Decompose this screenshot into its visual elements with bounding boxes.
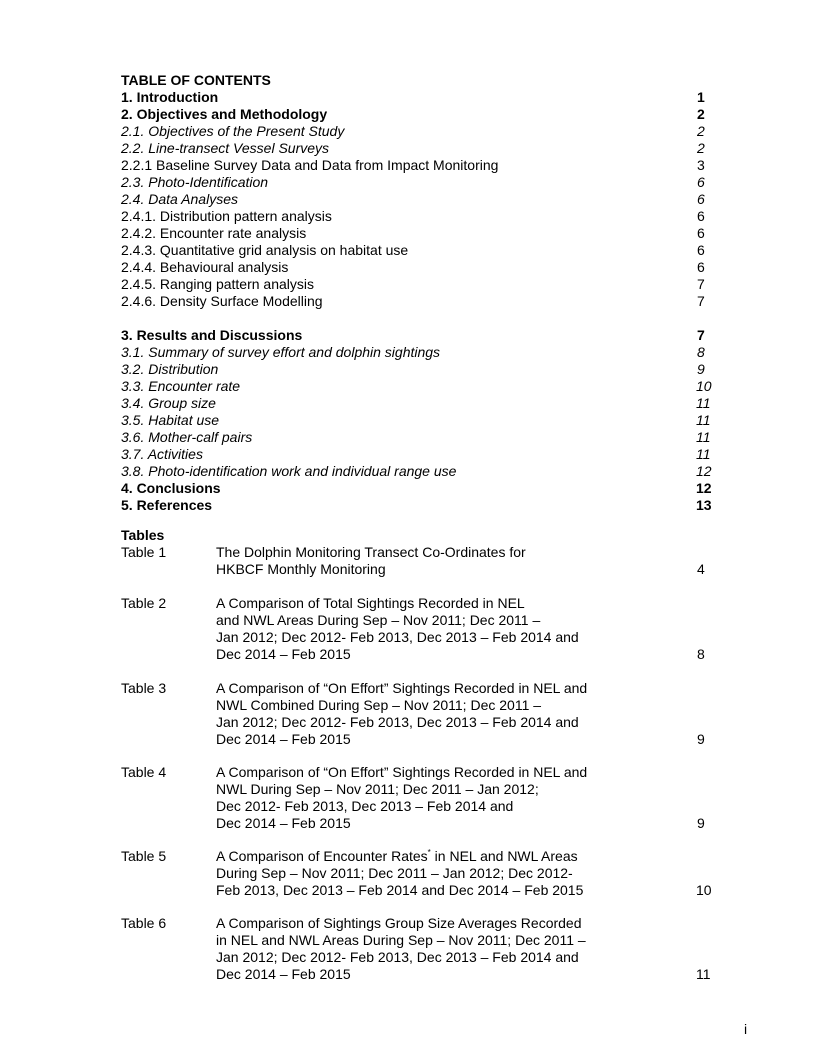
- table-caption-text: HKBCF Monthly Monitoring: [216, 561, 386, 577]
- table-caption-text: and NWL Areas During Sep – Nov 2011; Dec 2011 –: [216, 612, 541, 628]
- toc-entry-page: 6: [697, 242, 705, 258]
- toc-entry: [121, 378, 721, 395]
- table-caption-text: A Comparison of Total Sightings Recorded in NEL: [216, 595, 525, 611]
- toc-entry-title: 4. Conclusions: [121, 480, 221, 496]
- toc-entry: [121, 208, 721, 225]
- table-caption-text: A Comparison of Sightings Group Size Averages Recorded: [216, 915, 582, 931]
- toc-entry-title: 2.1. Objectives of the Present Study: [121, 123, 345, 139]
- table-page: 10: [696, 882, 712, 898]
- table-caption-text: Dec 2014 – Feb 2015: [216, 731, 351, 747]
- table-page: 11: [696, 966, 711, 982]
- toc-entry-title: 2.3. Photo-Identification: [121, 174, 269, 190]
- toc-entry: [121, 174, 721, 191]
- toc-entry-title: 2.4.3. Quantitative grid analysis on habitat use: [121, 242, 409, 258]
- table-page: 9: [697, 731, 705, 747]
- table-caption: [216, 915, 636, 983]
- toc-entry: [121, 276, 721, 293]
- table-caption-line: [216, 949, 636, 966]
- table-caption-line: [216, 612, 636, 629]
- table-caption-text: The Dolphin Monitoring Transect Co-Ordinates for: [216, 544, 526, 560]
- toc-entry-title: 2.4.6. Density Surface Modelling: [121, 293, 323, 309]
- toc-entry: [121, 259, 721, 276]
- table-caption: [216, 544, 636, 578]
- toc-entry-page: 7: [697, 276, 705, 292]
- table-caption-line: [216, 865, 636, 882]
- table-label: Table 1: [121, 544, 167, 560]
- toc-entry: [121, 412, 721, 429]
- table-caption-line: [216, 731, 636, 748]
- table-caption-line: [216, 882, 636, 899]
- toc-entry-title: 3.2. Distribution: [121, 361, 219, 377]
- table-caption-line: [216, 966, 636, 983]
- table-caption-text: A Comparison of Encounter Rates: [216, 848, 428, 864]
- toc-spacer: [121, 310, 721, 327]
- toc-entry-title: 2. Objectives and Methodology: [121, 106, 328, 122]
- toc-entry: [121, 395, 721, 412]
- table-label: Table 6: [121, 915, 167, 931]
- toc-entry: [121, 89, 721, 106]
- table-caption-line: [216, 697, 636, 714]
- table-caption-text: Dec 2014 – Feb 2015: [216, 966, 351, 982]
- toc-entry-page: 11: [696, 429, 711, 445]
- toc-entry-page: 2: [697, 140, 705, 156]
- table-caption-line: [216, 781, 636, 798]
- table-caption-text: in NEL and NWL Areas During Sep – Nov 2011; Dec 2011 –: [216, 932, 586, 948]
- table-caption-line: [216, 595, 636, 612]
- toc-entry: [121, 446, 721, 463]
- toc-entry-title: 3.7. Activities: [121, 446, 203, 462]
- toc-entry-page: 13: [696, 497, 712, 513]
- toc-entry-page: 9: [697, 361, 705, 377]
- page-number: i: [744, 1021, 748, 1037]
- table-label: Table 5: [121, 848, 167, 864]
- toc-entry-page: 11: [696, 395, 711, 411]
- toc-entry: [121, 242, 721, 259]
- toc-entry-page: 11: [696, 412, 711, 428]
- toc-entry-title: 3.8. Photo-identification work and individual range use: [121, 463, 457, 479]
- table-caption-line: [216, 646, 636, 663]
- table-page: 9: [697, 815, 705, 831]
- toc-entry-page: 6: [697, 174, 705, 190]
- toc-entry: [121, 225, 721, 242]
- table-caption-text: Dec 2012- Feb 2013, Dec 2013 – Feb 2014 and: [216, 798, 514, 814]
- toc-entry-title: 2.4.1. Distribution pattern analysis: [121, 208, 332, 224]
- table-page: 8: [697, 646, 705, 662]
- toc-entry-page: 7: [697, 293, 705, 309]
- toc-entry-title: 3.6. Mother-calf pairs: [121, 429, 253, 445]
- table-caption-text: During Sep – Nov 2011; Dec 2011 – Jan 2012; Dec 2012-: [216, 865, 573, 881]
- toc-entry-title: 2.4.5. Ranging pattern analysis: [121, 276, 315, 292]
- toc-entry-page: 12: [696, 463, 712, 479]
- toc-entry-page: 6: [697, 191, 705, 207]
- table-caption-text: Jan 2012; Dec 2012- Feb 2013, Dec 2013 – Feb 2014 and: [216, 629, 579, 645]
- toc-entry: [121, 293, 721, 310]
- table-caption-text: Jan 2012; Dec 2012- Feb 2013, Dec 2013 – Feb 2014 and: [216, 949, 579, 965]
- table-caption: [216, 764, 636, 832]
- table-caption-line: [216, 798, 636, 815]
- footnote-marker: *: [427, 848, 431, 857]
- table-caption-text: A Comparison of “On Effort” Sightings Recorded in NEL and: [216, 680, 588, 696]
- toc-entry-page: 12: [696, 480, 712, 496]
- table-caption-line: [216, 848, 636, 865]
- toc-entry-page: 6: [697, 208, 705, 224]
- toc-entry: [121, 140, 721, 157]
- toc-entry-page: 6: [697, 259, 705, 275]
- toc-entry-page: 2: [697, 123, 705, 139]
- toc-entry-title: 3.3. Encounter rate: [121, 378, 241, 394]
- toc-entry: [121, 191, 721, 208]
- toc-entry-page: 1: [697, 89, 705, 105]
- toc-entry-title: 2.4.2. Encounter rate analysis: [121, 225, 307, 241]
- toc-entry-page: 7: [697, 327, 705, 343]
- toc-entry-title: 5. References: [121, 497, 213, 513]
- toc-entry: [121, 327, 721, 344]
- table-label: Table 4: [121, 764, 167, 780]
- table-caption-line: [216, 915, 636, 932]
- table-caption-text: NWL During Sep – Nov 2011; Dec 2011 – Jan 2012;: [216, 781, 539, 797]
- toc-entry-title: 3. Results and Discussions: [121, 327, 303, 343]
- toc-entry: [121, 361, 721, 378]
- table-caption-text: Dec 2014 – Feb 2015: [216, 815, 351, 831]
- table-label: Table 2: [121, 595, 167, 611]
- table-caption-line: [216, 544, 636, 561]
- table-caption-line: [216, 764, 636, 781]
- toc-entry: [121, 463, 721, 480]
- table-label: Table 3: [121, 680, 167, 696]
- table-caption-text: Jan 2012; Dec 2012- Feb 2013, Dec 2013 – Feb 2014 and: [216, 714, 579, 730]
- table-caption-text: Feb 2013, Dec 2013 – Feb 2014 and Dec 2014 – Feb 2015: [216, 882, 584, 898]
- toc-entry-page: 8: [697, 344, 705, 360]
- toc-entry-title: 3.5. Habitat use: [121, 412, 220, 428]
- toc-entry-page: 2: [697, 106, 705, 122]
- toc-entry-page: 3: [697, 157, 705, 173]
- table-caption: [216, 848, 636, 899]
- toc-entry: [121, 344, 721, 361]
- table-caption-line: [216, 680, 636, 697]
- table-caption: [216, 595, 636, 663]
- toc-entry-title: 2.2.1 Baseline Survey Data and Data from Impact Monitoring: [121, 157, 499, 173]
- toc-entry: [121, 157, 721, 174]
- toc-entry-page: 11: [696, 446, 711, 462]
- toc-entry: [121, 480, 721, 497]
- table-caption-text: in NEL and NWL Areas: [430, 848, 578, 864]
- toc-entry-title: 2.2. Line-transect Vessel Surveys: [121, 140, 330, 156]
- table-caption-line: [216, 815, 636, 832]
- table-caption-line: [216, 629, 636, 646]
- table-caption-text: Dec 2014 – Feb 2015: [216, 646, 351, 662]
- toc-entry-title: 2.4. Data Analyses: [121, 191, 238, 207]
- toc-entry-title: 2.4.4. Behavioural analysis: [121, 259, 289, 275]
- toc-entry: [121, 106, 721, 123]
- toc-entry: [121, 497, 721, 514]
- toc-entry-title: 3.1. Summary of survey effort and dolphin sightings: [121, 344, 441, 360]
- table-caption-line: [216, 932, 636, 949]
- toc-list: [121, 89, 721, 514]
- toc-entry-title: 3.4. Group size: [121, 395, 216, 411]
- table-page: 4: [697, 561, 705, 577]
- table-caption-line: [216, 561, 636, 578]
- toc-entry: [121, 123, 721, 140]
- toc-entry-title: 1. Introduction: [121, 89, 219, 105]
- table-caption: [216, 680, 636, 748]
- tables-heading: Tables: [121, 527, 165, 543]
- toc-title: TABLE OF CONTENTS: [121, 72, 271, 88]
- table-caption-text: NWL Combined During Sep – Nov 2011; Dec 2011 –: [216, 697, 542, 713]
- table-caption-text: A Comparison of “On Effort” Sightings Recorded in NEL and: [216, 764, 588, 780]
- toc-entry-page: 10: [696, 378, 712, 394]
- toc-entry: [121, 429, 721, 446]
- table-caption-line: [216, 714, 636, 731]
- toc-entry-page: 6: [697, 225, 705, 241]
